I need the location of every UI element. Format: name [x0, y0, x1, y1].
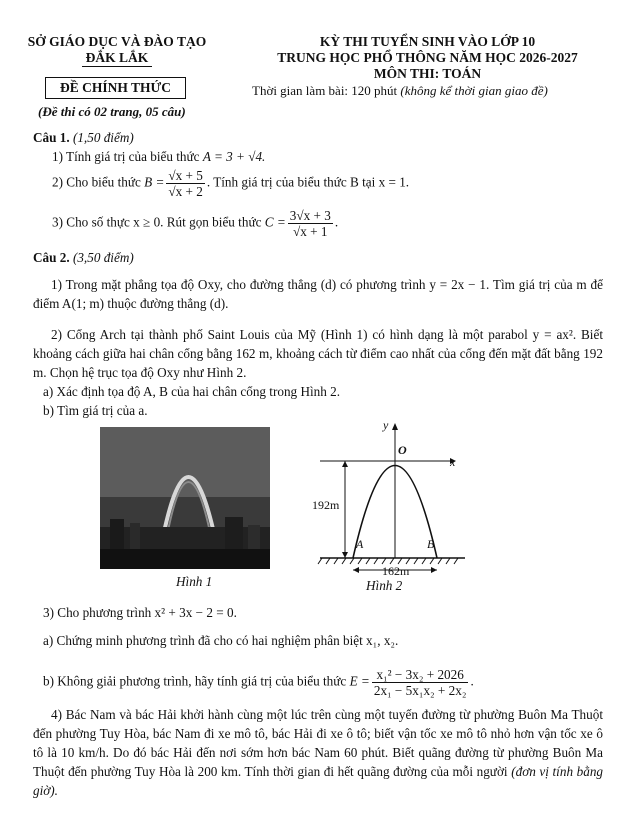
q2-part4: [33, 705, 603, 800]
q1-part3-denominator: √x + 1: [293, 224, 328, 239]
pages-note: (Đề thi có 02 trang, 05 câu): [38, 104, 186, 119]
q2-part1: 1) Trong mặt phẳng tọa độ Oxy, cho đường thẳng (d) có phương trình y = 2x − 1. Tìm giá trị của m để điểm A(1; m) thuộc đường thẳng (d).: [33, 277, 603, 311]
q1-part3-text: 3) Cho số thực x ≥ 0. Rút gọn biểu thức: [52, 214, 262, 230]
q1-part2-text-b: . Tính giá trị của biểu thức B tại x = 1.: [206, 174, 410, 190]
gateway-arch-photo: [100, 427, 270, 569]
q2-part2a: a) Xác định tọa độ A, B của hai chân cổng trong Hình 2.: [43, 384, 341, 399]
q2-part3b-fraction: [372, 667, 469, 698]
time-label: Thời gian làm bài: 120 phút: [252, 83, 398, 98]
q1-part2: [52, 168, 409, 199]
q2-part4-note: (đơn vị tính bằng giờ).: [33, 764, 604, 798]
q1-part1-expr: A = 3 + √4.: [202, 149, 266, 164]
q2-part2b: b) Tìm giá trị của a.: [43, 403, 148, 418]
exam-school-year: TRUNG HỌC PHỔ THÔNG NĂM HỌC 2026-2027: [277, 50, 578, 65]
q2-part4-text: 4) Bác Nam và bác Hải khởi hành cùng một lúc trên cùng một tuyến đường từ phường Buôn Ma Thuột đến phường Tuy Hòa, bác Nam đi xe mô tô, bác Hải đi xe ô tô; biết vận tốc xe mô tô nhỏ hơn vận tốc xe ô tô là 10 km/h. Do đó bác Hải đến nơi sớm hơn bác Nam 60 phút. Biết quãng đường từ phường Buôn Ma Thuột đến phường Tuy Hòa là 200 km. Tính thời gian đi hết quãng đường của mỗi người: [33, 707, 603, 779]
figure2-point-b-label: B: [427, 537, 435, 551]
q1-points: (1,50 điểm): [72, 130, 134, 145]
q1-part1-text: 1) Tính giá trị của biểu thức: [52, 149, 200, 164]
q1-part2-lhs: B =: [144, 174, 165, 190]
q1-title: Câu 1.: [33, 130, 70, 145]
q2-title: Câu 2.: [33, 250, 70, 265]
figure2-axis-x-label: x: [450, 455, 456, 469]
q1-part2-text: 2) Cho biểu thức: [52, 174, 141, 190]
q2-part2: 2) Cổng Arch tại thành phố Saint Louis của Mỹ (Hình 1) có hình dạng là một parabol y = ax². Biết khoảng cách giữa hai chân cổng bằng 162 m, khoảng cách từ điểm cao nhất của cổng đến mặt đất bằng 192 m. Chọn hệ trục tọa độ Oxy như Hình 2.: [33, 327, 603, 380]
header-divider: [82, 66, 152, 67]
exam-time: [252, 83, 548, 99]
q1-part2-fraction: [166, 168, 204, 199]
figure2-point-a-label: A: [356, 537, 364, 551]
q2-part3b-lhs: E =: [349, 673, 370, 689]
q1-part3-fraction: [288, 208, 333, 239]
q1-part2-numerator: √x + 5: [168, 168, 203, 183]
q2-part3a: a) Chứng minh phương trình đã cho có hai nghiệm phân biệt x₁, x₂.: [43, 633, 399, 648]
q2-part3b-end: .: [470, 673, 474, 689]
q1-part1: [52, 149, 265, 165]
q1-heading: [33, 130, 134, 146]
q1-part3-numerator: 3√x + 3: [289, 208, 331, 223]
q2-part3b-numerator: x₁² − 3x₂ + 2026: [372, 667, 469, 683]
figure2-axis-y-label: y: [383, 418, 389, 432]
q2-part3: 3) Cho phương trình x² + 3x − 2 = 0.: [43, 605, 237, 620]
time-note: (không kể thời gian giao đề): [400, 83, 548, 98]
figure1-caption: Hình 1: [176, 574, 213, 589]
figure2-caption: Hình 2: [366, 578, 403, 593]
figure2-origin-label: O: [398, 443, 407, 457]
q1-part2-denominator: √x + 2: [168, 184, 203, 199]
q1-part3-end: .: [334, 214, 339, 230]
figure2-width-label: 162m: [382, 564, 410, 578]
figure2-height-label: 192m: [312, 498, 340, 512]
province-name: ĐẮK LẮK: [85, 50, 149, 65]
department-name: SỞ GIÁO DỤC VÀ ĐÀO TẠO: [27, 34, 207, 49]
q1-part3: [52, 208, 338, 239]
exam-subject: MÔN THI: TOÁN: [373, 66, 482, 81]
q1-part3-lhs: C =: [264, 214, 286, 230]
q2-part3b-text: b) Không giải phương trình, hãy tính giá trị của biểu thức: [43, 673, 347, 689]
q2-part3b: [43, 667, 474, 698]
exam-title: KỲ THI TUYỂN SINH VÀO LỚP 10: [319, 34, 536, 49]
q2-heading: [33, 250, 134, 266]
q2-part3b-denominator: 2x₁ − 5x₁x₂ + 2x₂: [373, 683, 467, 698]
q2-points: (3,50 điểm): [72, 250, 134, 265]
official-exam-box: ĐỀ CHÍNH THỨC: [45, 77, 186, 99]
